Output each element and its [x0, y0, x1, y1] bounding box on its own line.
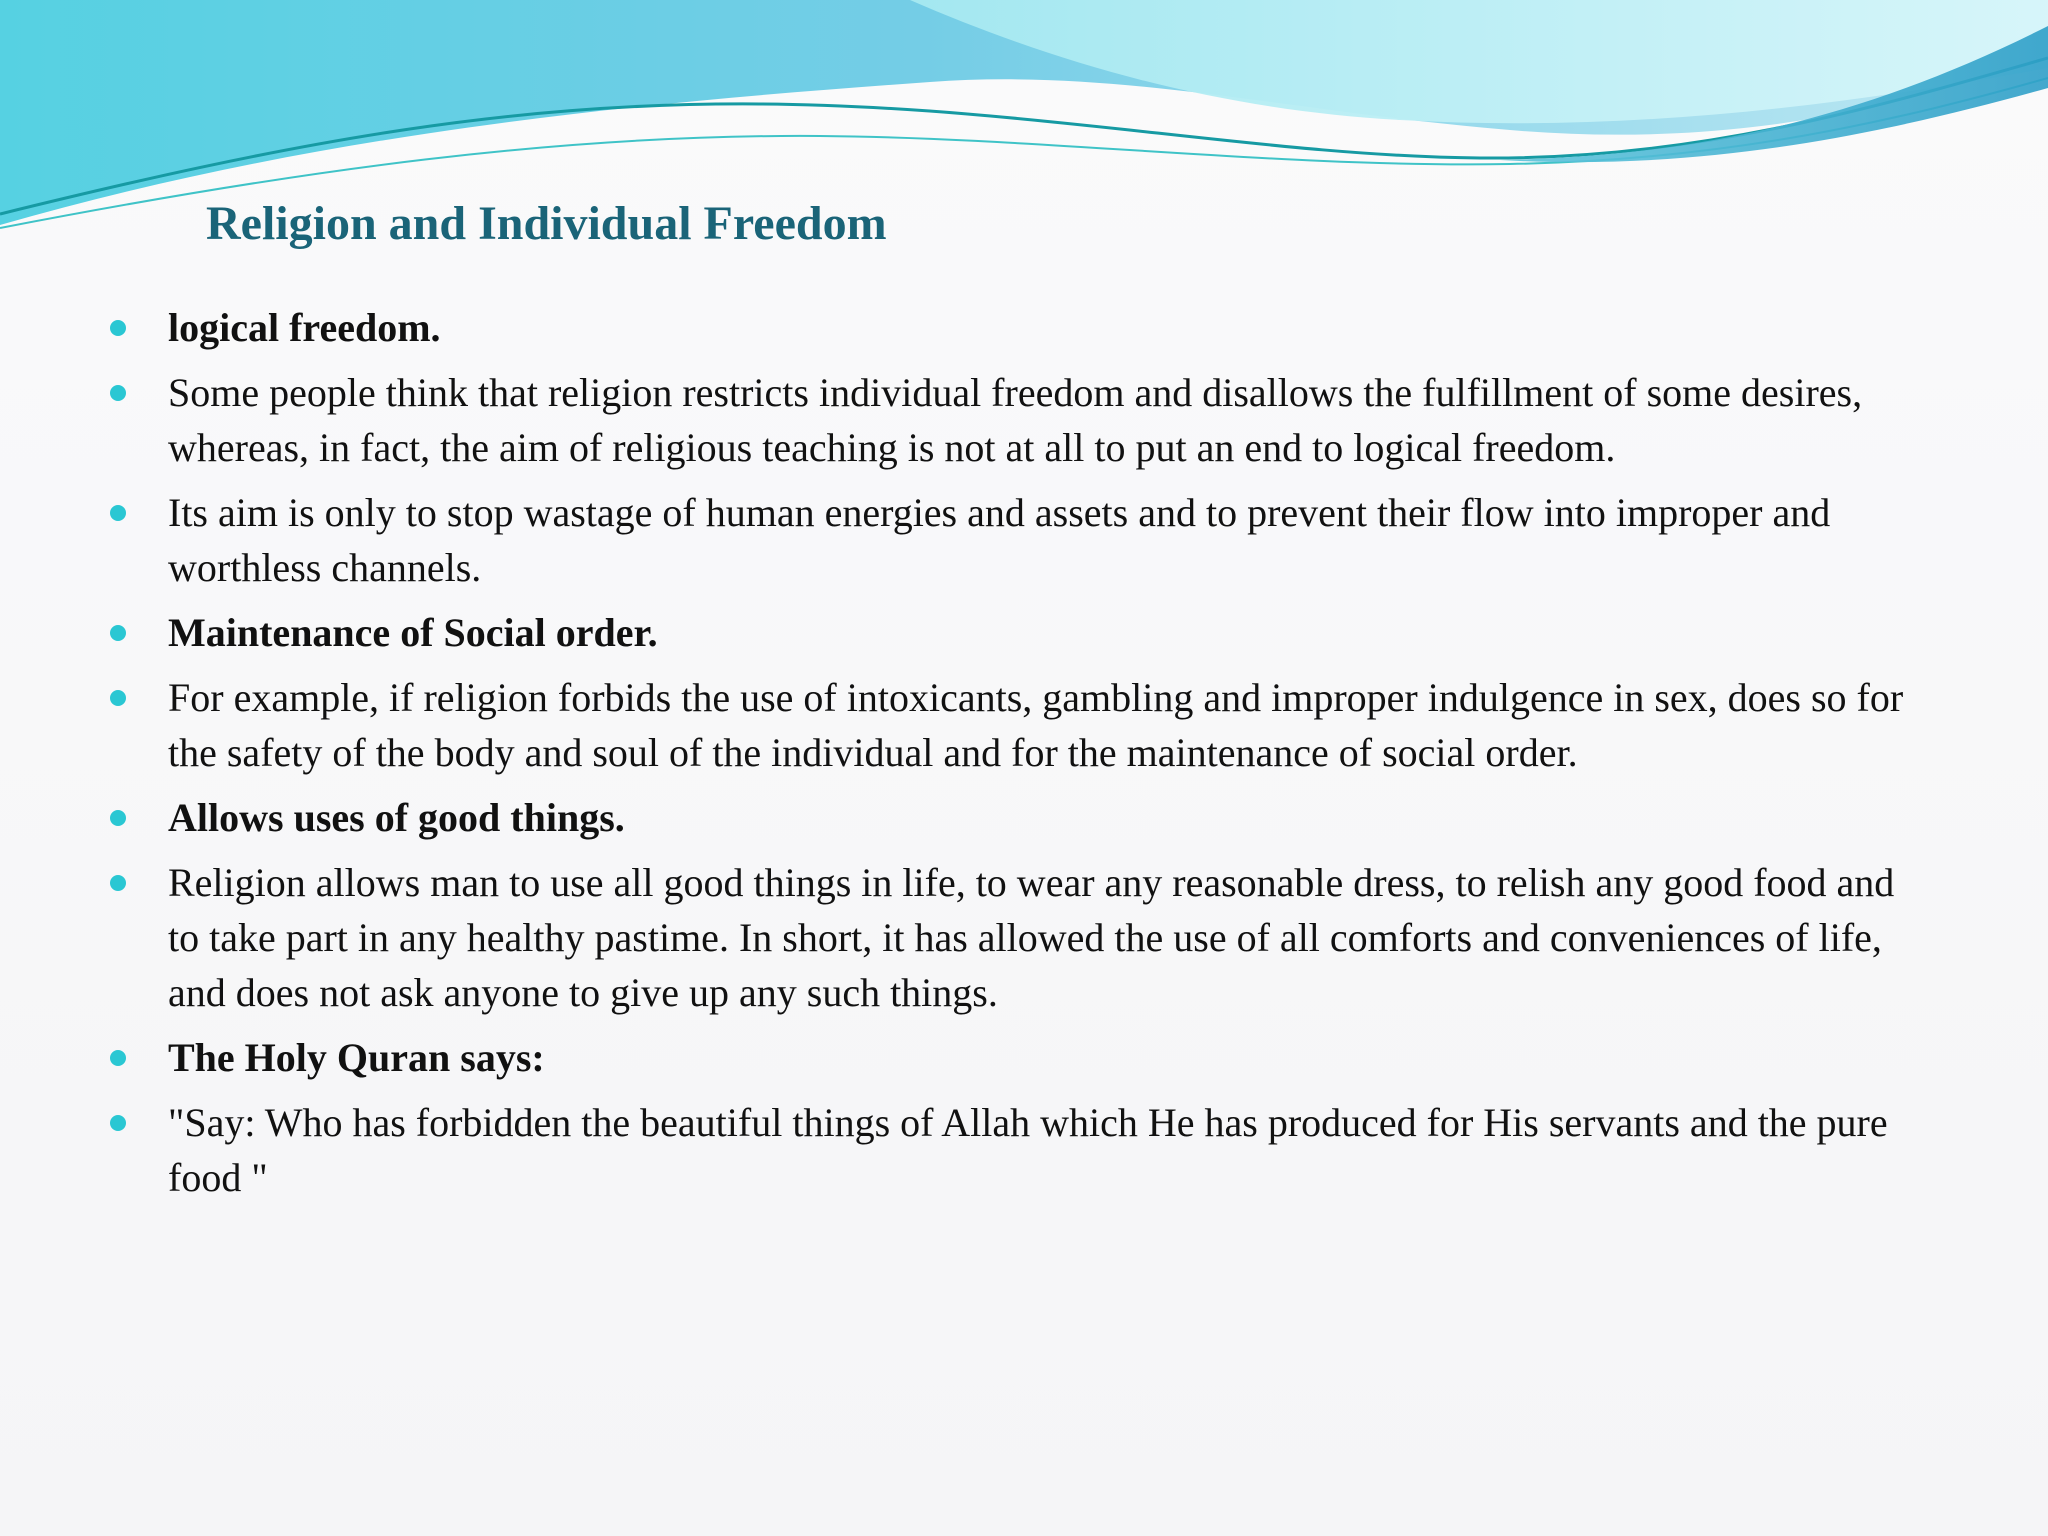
bullet-list [100, 300, 1920, 1215]
bullet-text: Maintenance of Social order. [168, 610, 658, 655]
page-title: Religion and Individual Freedom [206, 197, 887, 250]
bullet-good-things-detail [100, 855, 1920, 1020]
circle-bullet-icon [110, 505, 126, 521]
circle-bullet-icon [110, 625, 126, 641]
bullet-text: Its aim is only to stop wastage of human energies and assets and to prevent their flow into improper and worthless channels. [168, 490, 1831, 590]
bullet-aim [100, 485, 1920, 595]
bullet-text: logical freedom. [168, 305, 441, 350]
bullet-religion-freedom [100, 365, 1920, 475]
bullet-text: Allows uses of good things. [168, 795, 625, 840]
circle-bullet-icon [110, 1050, 126, 1066]
bullet-text: The Holy Quran says: [168, 1035, 545, 1080]
bullet-example [100, 670, 1920, 780]
bullet-logical-freedom [100, 300, 1920, 355]
circle-bullet-icon [110, 385, 126, 401]
bullet-social-order [100, 605, 1920, 660]
bullet-text: Religion allows man to use all good things in life, to wear any reasonable dress, to relish any good food and to take part in any healthy pastime. In short, it has allowed the use of all comforts and conveniences of life, and does not ask anyone to give up any such things. [168, 860, 1895, 1015]
circle-bullet-icon [110, 320, 126, 336]
bullet-text: "Say: Who has forbidden the beautiful things of Allah which He has produced for His servants and the pure food " [168, 1100, 1888, 1200]
bullet-good-things [100, 790, 1920, 845]
bullet-quote [100, 1095, 1920, 1205]
bullet-text: For example, if religion forbids the use of intoxicants, gambling and improper indulgence in sex, does so for the safety of the body and soul of the individual and for the maintenance of social order. [168, 675, 1904, 775]
bullet-holy-quran [100, 1030, 1920, 1085]
circle-bullet-icon [110, 1115, 126, 1131]
circle-bullet-icon [110, 875, 126, 891]
circle-bullet-icon [110, 810, 126, 826]
bullet-text: Some people think that religion restricts individual freedom and disallows the fulfillment of some desires, whereas, in fact, the aim of religious teaching is not at all to put an end to logical freedom. [168, 370, 1863, 470]
circle-bullet-icon [110, 690, 126, 706]
